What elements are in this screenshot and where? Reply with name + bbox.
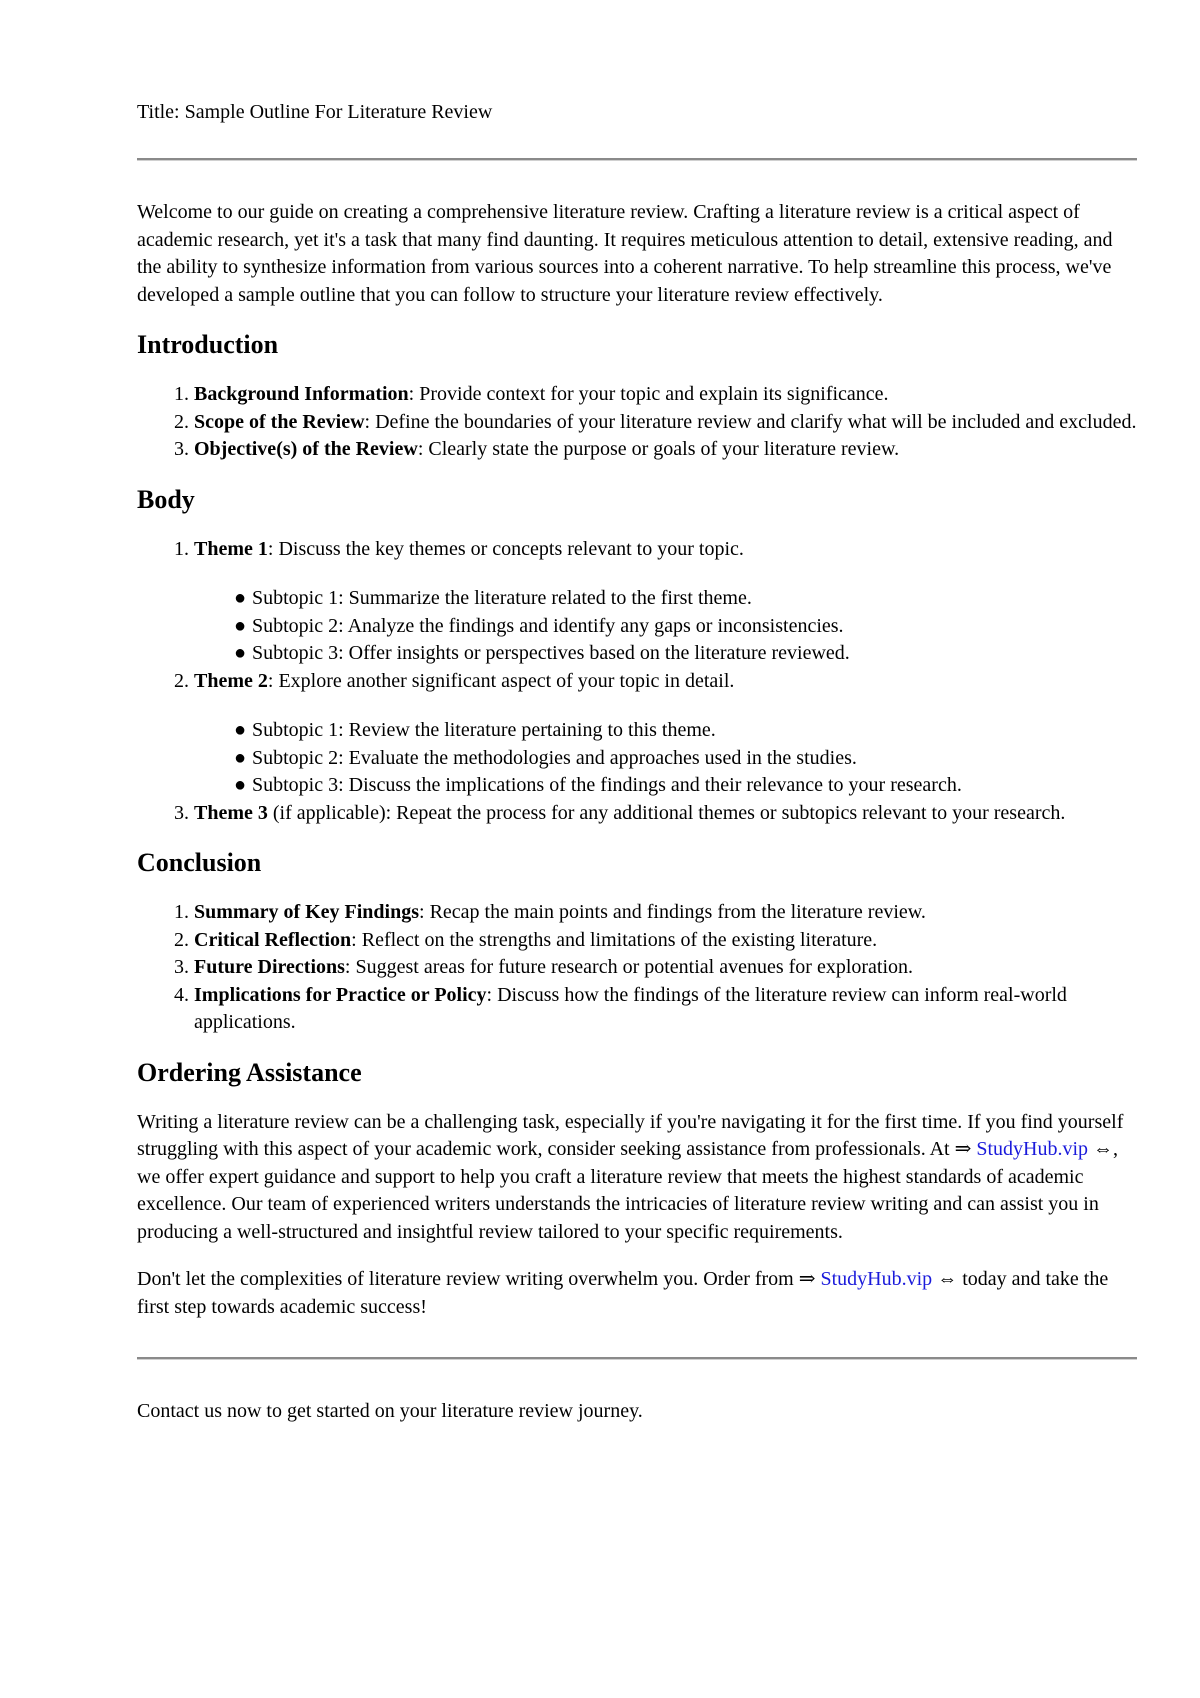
subtopic-list	[194, 585, 1140, 668]
item-term: Background Information	[194, 383, 409, 405]
bullet-icon: ●	[234, 746, 247, 769]
ordering-heading: Ordering Assistance	[137, 1057, 362, 1087]
bottom-divider	[137, 1357, 1137, 1360]
list-item	[194, 927, 1140, 955]
subtopic-item	[234, 745, 1140, 773]
list-item	[194, 668, 1140, 800]
subtopic-item	[234, 613, 1140, 641]
subtopic-text: Subtopic 2: Evaluate the methodologies and approaches used in the studies.	[252, 746, 857, 769]
item-term: Theme 3	[194, 801, 268, 824]
paragraph-text: ⇔, we offer expert guidance and support to help you craft a literature review that meets the highest standards of academic excellence. Our team of experienced writers understands the intricacies of literature review writing and can assist you in producing a well-structured and insightful review tailored to your specific requirements.	[137, 1138, 1119, 1243]
conclusion-heading: Conclusion	[137, 848, 262, 877]
body-heading: Body	[137, 484, 195, 514]
item-text: : Suggest areas for future research or potential avenues for exploration.	[344, 956, 914, 978]
subtopic-text: Subtopic 1: Review the literature pertaining to this theme.	[252, 719, 716, 741]
item-text: : Provide context for your topic and explain its significance.	[408, 383, 889, 405]
item-text: : Reflect on the strengths and limitations of the existing literature.	[351, 928, 878, 951]
item-term: Critical Reflection	[194, 928, 352, 951]
paragraph-text: Writing a literature review can be a challenging task, especially if you're navigating it for the first time. If you find yourself struggling with this aspect of your academic work, consider seeking assistance from professionals. At ⇒	[137, 1110, 1124, 1160]
item-term: Future Directions	[194, 956, 345, 978]
item-term: Scope of the Review	[194, 410, 365, 433]
bullet-icon: ●	[234, 587, 247, 609]
subtopic-text: Subtopic 2: Analyze the findings and identify any gaps or inconsistencies.	[252, 614, 844, 637]
list-item	[194, 954, 1140, 982]
bullet-icon: ●	[234, 614, 247, 637]
item-text: (if applicable): Repeat the process for any additional themes or subtopics relevant to your research.	[267, 801, 1066, 824]
body-list	[137, 536, 1140, 828]
introduction-list	[137, 381, 1140, 464]
item-text: : Clearly state the purpose or goals of your literature review.	[417, 438, 900, 460]
bullet-icon: ●	[234, 774, 247, 796]
paragraph-text: Don't let the complexities of literature review writing overwhelm you. Order from ⇒	[137, 1268, 821, 1290]
subtopic-list	[194, 717, 1140, 800]
intro-paragraph: Welcome to our guide on creating a comprehensive literature review. Crafting a literature review is a critical aspect of academic research, yet it's a task that many find daunting. It requires meticulous attention to detail, extensive reading, and the ability to synthesize information from various sources into a coherent narrative. To help streamline this process, we've developed a sample outline that you can follow to structure your literature review effectively.	[137, 201, 1113, 306]
list-item	[194, 409, 1140, 437]
studyhub-link[interactable]: StudyHub.vip	[820, 1268, 933, 1290]
ordering-paragraph-1	[137, 1109, 1140, 1247]
item-term: Theme 2	[194, 669, 268, 692]
subtopic-item	[234, 772, 1140, 800]
subtopic-item	[234, 585, 1140, 613]
subtopic-item	[234, 717, 1140, 745]
subtopic-text: Subtopic 1: Summarize the literature related to the first theme.	[252, 587, 752, 609]
list-item	[194, 536, 1140, 668]
subtopic-text: Subtopic 3: Discuss the implications of the findings and their relevance to your research.	[252, 774, 962, 796]
item-text: : Define the boundaries of your literature review and clarify what will be included and excluded.	[364, 410, 1137, 433]
studyhub-link[interactable]: StudyHub.vip	[976, 1138, 1089, 1160]
item-text: : Explore another significant aspect of your topic in detail.	[267, 669, 735, 692]
item-term: Objective(s) of the Review	[194, 438, 418, 460]
item-term: Implications for Practice or Policy	[194, 983, 487, 1006]
item-text: : Discuss how the findings of the literature review can inform real-world applications.	[194, 983, 1067, 1033]
introduction-heading: Introduction	[137, 330, 279, 359]
item-term: Theme 1	[194, 537, 268, 560]
top-divider	[137, 158, 1137, 161]
list-item	[194, 800, 1140, 828]
subtopic-item	[234, 640, 1140, 668]
item-text: : Recap the main points and findings from the literature review.	[419, 901, 926, 923]
bullet-icon: ●	[234, 642, 247, 664]
ordering-paragraph-2	[137, 1266, 1140, 1321]
item-text: : Discuss the key themes or concepts relevant to your topic.	[267, 537, 744, 560]
paragraph-text: ⇔ today and take the first step towards academic success!	[137, 1268, 1109, 1318]
item-term: Summary of Key Findings	[194, 901, 420, 923]
contact-text: Contact us now to get started on your literature review journey.	[137, 1400, 643, 1422]
list-item	[194, 982, 1140, 1037]
list-item	[194, 436, 1140, 464]
document-title: Title: Sample Outline For Literature Review	[137, 101, 493, 123]
list-item	[194, 381, 1140, 409]
subtopic-text: Subtopic 3: Offer insights or perspectives based on the literature reviewed.	[252, 642, 850, 664]
list-item	[194, 899, 1140, 927]
bullet-icon: ●	[234, 719, 247, 741]
conclusion-list	[137, 899, 1140, 1037]
